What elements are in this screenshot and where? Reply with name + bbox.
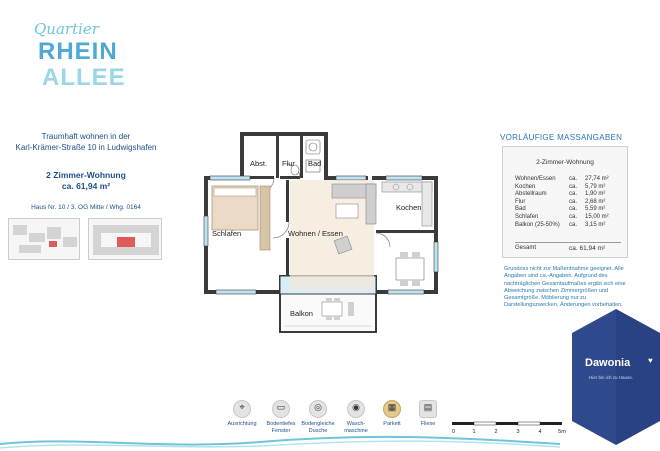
- shower-icon: ◎: [309, 400, 327, 418]
- parquet-icon: ▦: [383, 400, 401, 418]
- room-label-abst: Abst.: [250, 159, 268, 168]
- mass-table: [502, 146, 628, 258]
- mass-row: [515, 222, 621, 230]
- tiles-icon: ▤: [419, 400, 437, 418]
- legend-label: Fliese: [420, 421, 436, 427]
- legend-label: Bodentiefes Fenster: [266, 421, 296, 434]
- brand-name: Dawonia: [585, 357, 631, 369]
- mass-row: [515, 176, 621, 184]
- mass-row-prefix: ca.: [569, 183, 578, 190]
- mass-total-value: ca. 61,94 m²: [569, 245, 606, 252]
- mass-row-prefix: ca.: [569, 198, 578, 205]
- mass-row-value: 15,00 m²: [585, 213, 609, 220]
- logo-line-2: ALLEE: [42, 64, 126, 91]
- intro-text: [0, 131, 172, 153]
- mass-row-name: Wohnen/Essen: [515, 176, 556, 182]
- mass-row-prefix: ca.: [569, 206, 578, 213]
- legend-label: Bodengleiche Dusche: [301, 421, 335, 434]
- scale-tick-label: 4: [538, 429, 542, 435]
- legend-item-dusche: [298, 400, 338, 434]
- mass-row: [515, 191, 621, 199]
- brand-tagline: Hier bin ich zu Hause.: [589, 375, 634, 380]
- apartment-area: ca. 61,94 m²: [61, 181, 111, 191]
- floor-position-thumbnail: [88, 218, 162, 260]
- scale-tick-label: 5m: [558, 429, 566, 435]
- scale-tick-label: 0: [452, 429, 456, 435]
- legend-item-parkett: [372, 400, 412, 428]
- scale-tick-label: 1: [472, 429, 476, 435]
- mass-total-row: [515, 242, 621, 252]
- mass-row: [515, 214, 621, 222]
- scale-tick-label: 2: [494, 429, 498, 435]
- legend-label: Ausrichtung: [227, 421, 257, 427]
- mass-row-value: 1,90 m²: [585, 191, 606, 198]
- disclaimer-note: Grundriss nicht zur Maßentnahme geeignet. Alle Angaben sind ca.-Angaben. Aufgrund des nachträglichen Gesamtaufmaßes ergibt sich eine Abweichung zwischen Zimmergrößen und Gesamtgröße. Möblierung nur zu Darstellungszwecken. Änderungen vorbehalten.: [504, 266, 626, 309]
- mass-row-name: Abstellraum: [515, 191, 547, 198]
- apartment-title: [0, 170, 172, 192]
- mass-row-value: 2,68 m²: [585, 198, 606, 205]
- intro-line-2: Karl-Krämer-Straße 10 in Ludwigshafen: [15, 143, 157, 152]
- room-label-wohnen: Wohnen / Essen: [288, 229, 343, 238]
- washing-machine-icon: ◉: [347, 400, 365, 418]
- mass-row-name: Kochen: [515, 183, 536, 190]
- mass-row-value: 27,74 m²: [585, 176, 609, 182]
- logo-line-1: RHEIN: [38, 38, 118, 65]
- legend-item-fenster: [261, 400, 301, 434]
- mass-row-name: Balkon (25-50%): [515, 221, 560, 228]
- mass-row-name: Schlafen: [515, 213, 539, 220]
- mass-row-name: Flur: [515, 198, 526, 205]
- heart-icon: ♥: [648, 356, 653, 365]
- mass-row-value: 5,79 m²: [585, 183, 606, 190]
- compass-icon: ⌖: [233, 400, 251, 418]
- bottom-wave-decoration: [0, 432, 560, 451]
- mass-row: [515, 199, 621, 207]
- mass-row: [515, 184, 621, 192]
- apartment-type: 2 Zimmer-Wohnung: [46, 170, 126, 180]
- legend-item-ausrichtung: [222, 400, 262, 428]
- dawonia-brand: [572, 309, 660, 445]
- mass-total-label: Gesamt: [515, 245, 537, 251]
- mass-row-name: Bad: [515, 206, 526, 213]
- mass-row-prefix: ca.: [569, 213, 578, 220]
- mass-row: [515, 206, 621, 214]
- room-label-bad: Bad: [308, 159, 322, 168]
- mass-row-prefix: ca.: [569, 176, 578, 182]
- mass-row-prefix: ca.: [569, 191, 578, 198]
- mass-row-value: 5,59 m²: [585, 206, 606, 213]
- mass-rows: [515, 176, 621, 229]
- mass-title: VORLÄUFIGE MASSANGABEN: [500, 133, 623, 142]
- scale-tick-label: 3: [516, 429, 520, 435]
- legend-label: Wasch-maschine: [344, 421, 368, 434]
- site-plan-thumbnail: [8, 218, 80, 260]
- window-icon: ▭: [272, 400, 290, 418]
- apartment-location: Haus Nr. 10 / 3. OG Mitte / Whg. 0164: [31, 204, 141, 211]
- legend-item-waschmaschine: [336, 400, 376, 434]
- legend-label: Parkett: [383, 421, 401, 427]
- mass-row-prefix: ca.: [569, 221, 578, 228]
- logo-script: Quartier: [34, 20, 99, 38]
- mass-apartment-type: 2-Zimmer-Wohnung: [536, 159, 594, 166]
- room-label-schlafen: Schlafen: [212, 229, 242, 238]
- intro-line-1: Traumhaft wohnen in der: [41, 132, 131, 141]
- legend-item-fliese: [408, 400, 448, 428]
- quartier-rheinallee-logo: [28, 14, 128, 94]
- mass-row-value: 3,15 m²: [585, 221, 606, 228]
- room-label-balkon: Balkon: [290, 309, 313, 318]
- floor-plan: [196, 126, 460, 336]
- room-label-flur: Flur: [282, 159, 295, 168]
- room-label-kochen: Kochen: [396, 203, 422, 212]
